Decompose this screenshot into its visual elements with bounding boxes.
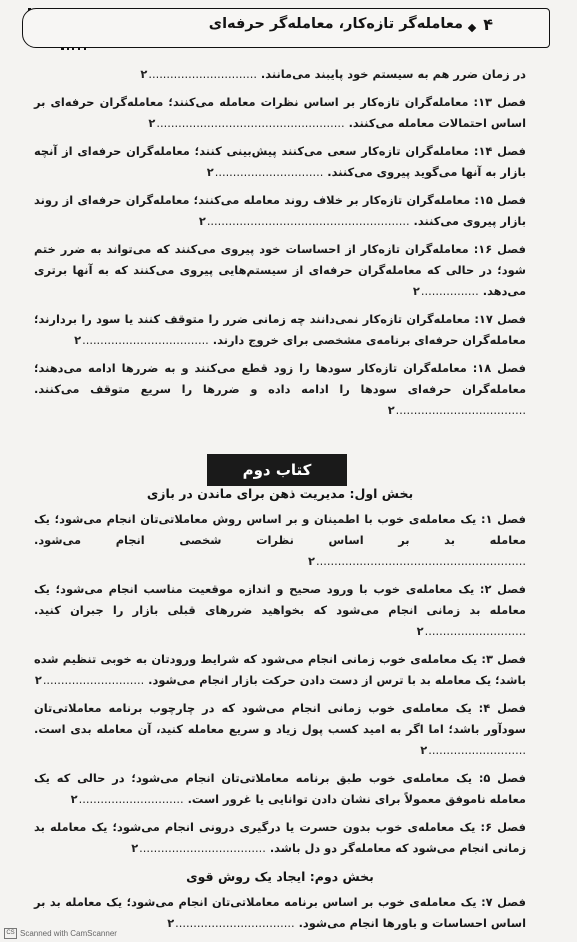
toc-entry bbox=[34, 190, 526, 232]
leader-dots bbox=[308, 551, 526, 572]
leader-dots bbox=[420, 740, 526, 761]
toc-entry-text: فصل ۱۳: معامله‌گران تازه‌کار بر اساس نظرات معامله می‌کنند؛ معامله‌گران حرفه‌ای بر اساس احتمالات معامله می‌کنند. bbox=[34, 95, 526, 130]
dots: ........................................................ bbox=[206, 214, 410, 228]
toc-page-number: ۲ bbox=[167, 916, 175, 930]
toc-page-number: ۲ bbox=[131, 841, 139, 855]
leader-dots bbox=[413, 281, 479, 302]
toc-page-number: ۲ bbox=[198, 214, 206, 228]
chapter-title: معامله‌گر تازه‌کار، معامله‌گر حرفه‌ای bbox=[208, 16, 463, 32]
leader-dots bbox=[417, 621, 526, 642]
dots: ............................ bbox=[424, 624, 526, 638]
toc-entry bbox=[34, 358, 526, 421]
leader-dots bbox=[167, 913, 294, 934]
camscanner-icon: CS bbox=[4, 928, 17, 939]
dots: ............................ bbox=[42, 673, 145, 687]
leader-dots bbox=[74, 330, 209, 351]
leader-dots bbox=[140, 64, 257, 85]
page-number: ۴ bbox=[483, 15, 493, 34]
toc-entry bbox=[34, 817, 526, 859]
toc-entry bbox=[34, 141, 526, 183]
dots: ............................. bbox=[78, 792, 184, 806]
toc-content bbox=[34, 64, 526, 941]
toc-page-number: ۲ bbox=[70, 792, 78, 806]
dots: ................................... bbox=[82, 333, 209, 347]
toc-entry-text: فصل ۱۶: معامله‌گران تازه‌کار از احساسات خود پیروی می‌کنند که می‌تواند به ضرر ختم شود؛ در حالی که معامله‌گران حرفه‌ای از سیستم‌هایی پیروی می‌کنند که به آنها برتری می‌دهد. bbox=[34, 242, 526, 298]
dots: .............................. bbox=[148, 67, 257, 81]
toc-entry bbox=[34, 768, 526, 810]
toc-page-number: ۲ bbox=[148, 116, 156, 130]
dots: .............................. bbox=[214, 165, 324, 179]
toc-page-number: ۲ bbox=[140, 67, 148, 81]
toc-entry bbox=[34, 579, 526, 642]
scanner-footer bbox=[4, 928, 117, 939]
leader-dots bbox=[131, 838, 266, 859]
toc-entry bbox=[34, 698, 526, 761]
toc-entry bbox=[34, 92, 526, 134]
toc-page-number: ۲ bbox=[420, 743, 428, 757]
toc-page-number: ۲ bbox=[387, 403, 395, 417]
dots: ................ bbox=[420, 284, 479, 298]
toc-entry-text: فصل ۴: یک معامله‌ی خوب زمانی انجام می‌شود که در چارچوب برنامه معاملاتی‌تان سودآور باشد؛ اما اگر به امید کسب پول زیاد و سریع معامله کنید، آن معامله بدی است. bbox=[34, 701, 526, 736]
dots: ........................... bbox=[428, 743, 526, 757]
toc-entry-text: فصل ۶: یک معامله‌ی خوب بدون حسرت یا درگیری درونی انجام می‌شود؛ یک معامله بد زمانی انجام می‌شود که معامله‌گر دو دل باشد. bbox=[34, 820, 526, 855]
toc-part2 bbox=[34, 509, 526, 859]
dots: ................................. bbox=[175, 916, 295, 930]
dots: .................................................... bbox=[156, 116, 345, 130]
toc-entry-text: فصل ۷: یک معامله‌ی خوب بر اساس برنامه معاملاتی‌تان انجام می‌شود؛ یک معامله بد بر اساس احساسات و باورها انجام می‌شود. bbox=[34, 895, 526, 930]
toc-page-number: ۲ bbox=[206, 165, 214, 179]
toc-part1 bbox=[34, 64, 526, 421]
leader-dots bbox=[199, 211, 410, 232]
toc-page-number: ۲ bbox=[74, 333, 82, 347]
dots: ................................... bbox=[139, 841, 266, 855]
section1-title: بخش اول: مدیریت ذهن برای ماندن در بازی bbox=[146, 486, 414, 501]
toc-entry-text: فصل ۱۸: معامله‌گران تازه‌کار سودها را زود قطع می‌کنند و به ضررها ادامه می‌دهند؛ معامله‌گران حرفه‌ای سودها را ادامه داده و ضررها را سریع متوقف می‌کنند. bbox=[34, 361, 526, 396]
toc-page-number: ۲ bbox=[308, 554, 315, 568]
toc-entry-text: فصل ۱۴: معامله‌گران تازه‌کار سعی می‌کنند پیش‌بینی کنند؛ معامله‌گران حرفه‌ای از آنچه بازار به آنها می‌گوید پیروی می‌کنند. bbox=[34, 144, 526, 179]
toc-page-number: ۲ bbox=[412, 284, 420, 298]
toc-entry-text: فصل ۲: یک معامله‌ی خوب با ورود صحیح و اندازه موقعیت مناسب انجام می‌شود؛ یک معامله بد زمانی انجام می‌شود که بخواهید ضررهای قبلی بازار را جبران کنید. bbox=[34, 582, 526, 617]
toc-entry-text: فصل ۱۵: معامله‌گران تازه‌کار بر خلاف روند معامله می‌کنند؛ معامله‌گران حرفه‌ای از روند بازار پیروی می‌کنند. bbox=[34, 193, 526, 228]
leader-dots bbox=[71, 789, 184, 810]
toc-entry-text: فصل ۱: یک معامله‌ی خوب با اطمینان و بر اساس روش معاملاتی‌تان انجام می‌شود؛ یک معامله بد بر اساس نظرات شخصی انجام می‌شود. bbox=[34, 512, 526, 547]
leader-dots bbox=[148, 113, 344, 134]
toc-page-number: ۲ bbox=[416, 624, 424, 638]
toc-entry bbox=[34, 509, 526, 572]
toc-entry-text: فصل ۵: یک معامله‌ی خوب طبق برنامه معاملاتی‌تان انجام می‌شود؛ در حالی که یک معامله ناموفق معمولاً برای نشان دادن توانایی یا غرور است. bbox=[34, 771, 526, 806]
leader-dots bbox=[35, 670, 144, 691]
section2-title: بخش دوم: ایجاد یک روش قوی bbox=[186, 869, 374, 884]
dots: .................................... bbox=[395, 403, 526, 417]
page-header bbox=[22, 8, 550, 48]
toc-entry-text: در زمان ضرر هم به سیستم خود پایبند می‌مانند. bbox=[260, 67, 526, 81]
leader-dots bbox=[388, 400, 526, 421]
toc-entry bbox=[34, 309, 526, 351]
toc-page-number: ۲ bbox=[34, 673, 42, 687]
toc-entry bbox=[34, 64, 526, 85]
scanner-label: Scanned with CamScanner bbox=[20, 929, 117, 938]
book-title-banner: کتاب دوم bbox=[207, 454, 347, 486]
dots: .......................................................... bbox=[315, 554, 526, 568]
leader-dots bbox=[207, 162, 324, 183]
toc-entry-text: فصل ۱۷: معامله‌گران تازه‌کار نمی‌دانند چه زمانی ضرر را متوقف کنند یا سود را بردارند؛ معامله‌گران حرفه‌ای برنامه‌ی مشخصی برای خروج دارند. bbox=[34, 312, 526, 347]
toc-entry bbox=[34, 239, 526, 302]
toc-entry bbox=[34, 649, 526, 691]
toc-entry-text: فصل ۳: یک معامله‌ی خوب زمانی انجام می‌شود که شرایط ورودتان به خوبی تنظیم شده باشد؛ یک معامله بد با ترس از دست دادن حرکت بازار انجام می‌شود. bbox=[34, 652, 526, 687]
diamond-icon bbox=[468, 24, 476, 32]
